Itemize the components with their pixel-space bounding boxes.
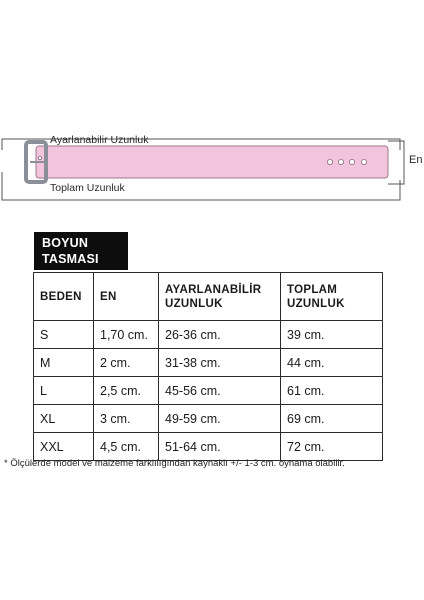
header-beden bbox=[34, 273, 94, 321]
strap-hole bbox=[361, 159, 366, 164]
adjustable-length-label: Ayarlanabilir Uzunluk bbox=[50, 134, 149, 146]
table-row bbox=[34, 349, 383, 377]
table-cell: 45-56 cm. bbox=[159, 377, 281, 405]
table-cell: 72 cm. bbox=[281, 433, 383, 461]
size-table bbox=[33, 272, 383, 461]
table-cell: 51-64 cm. bbox=[159, 433, 281, 461]
table-cell: 4,5 cm. bbox=[94, 433, 159, 461]
width-label: En bbox=[409, 154, 423, 166]
table-row bbox=[34, 405, 383, 433]
header-text: UZUNLUK bbox=[165, 297, 223, 310]
header-en bbox=[94, 273, 159, 321]
table-row bbox=[34, 321, 383, 349]
header-text: EN bbox=[100, 290, 117, 303]
title-line-1: BOYUN bbox=[42, 236, 89, 250]
table-cell: 49-59 cm. bbox=[159, 405, 281, 433]
table-cell: 39 cm. bbox=[281, 321, 383, 349]
table-cell: S bbox=[34, 321, 94, 349]
section-title bbox=[34, 232, 128, 270]
table-cell: 2 cm. bbox=[94, 349, 159, 377]
table-cell: 31-38 cm. bbox=[159, 349, 281, 377]
table-row bbox=[34, 377, 383, 405]
header-text: AYARLANABİLİR bbox=[165, 283, 262, 296]
table-cell: L bbox=[34, 377, 94, 405]
table-cell: 1,70 cm. bbox=[94, 321, 159, 349]
strap-hole bbox=[338, 159, 343, 164]
header-text: TOPLAM bbox=[287, 283, 338, 296]
width-bracket bbox=[388, 141, 404, 184]
table-cell: 26-36 cm. bbox=[159, 321, 281, 349]
table-cell: 3 cm. bbox=[94, 405, 159, 433]
table-cell: 2,5 cm. bbox=[94, 377, 159, 405]
table-cell: 44 cm. bbox=[281, 349, 383, 377]
total-length-label: Toplam Uzunluk bbox=[50, 182, 125, 194]
header-total bbox=[281, 273, 383, 321]
title-line-2: TASMASI bbox=[42, 252, 99, 266]
table-cell: 61 cm. bbox=[281, 377, 383, 405]
collar-diagram bbox=[0, 0, 424, 215]
table-row bbox=[34, 433, 383, 461]
footnote: * Ölçülerde model ve malzeme farklılığından kaynaklı +/- 1-3 cm. oynama olabilir. bbox=[4, 458, 345, 469]
table-header-row bbox=[34, 273, 383, 321]
strap-hole bbox=[38, 156, 41, 159]
header-text: UZUNLUK bbox=[287, 297, 345, 310]
strap-hole bbox=[349, 159, 354, 164]
collar-strap bbox=[36, 146, 388, 178]
header-text: BEDEN bbox=[40, 290, 82, 303]
table-cell: M bbox=[34, 349, 94, 377]
strap-hole bbox=[327, 159, 332, 164]
table-cell: XL bbox=[34, 405, 94, 433]
table-cell: 69 cm. bbox=[281, 405, 383, 433]
header-adjustable bbox=[159, 273, 281, 321]
table-cell: XXL bbox=[34, 433, 94, 461]
